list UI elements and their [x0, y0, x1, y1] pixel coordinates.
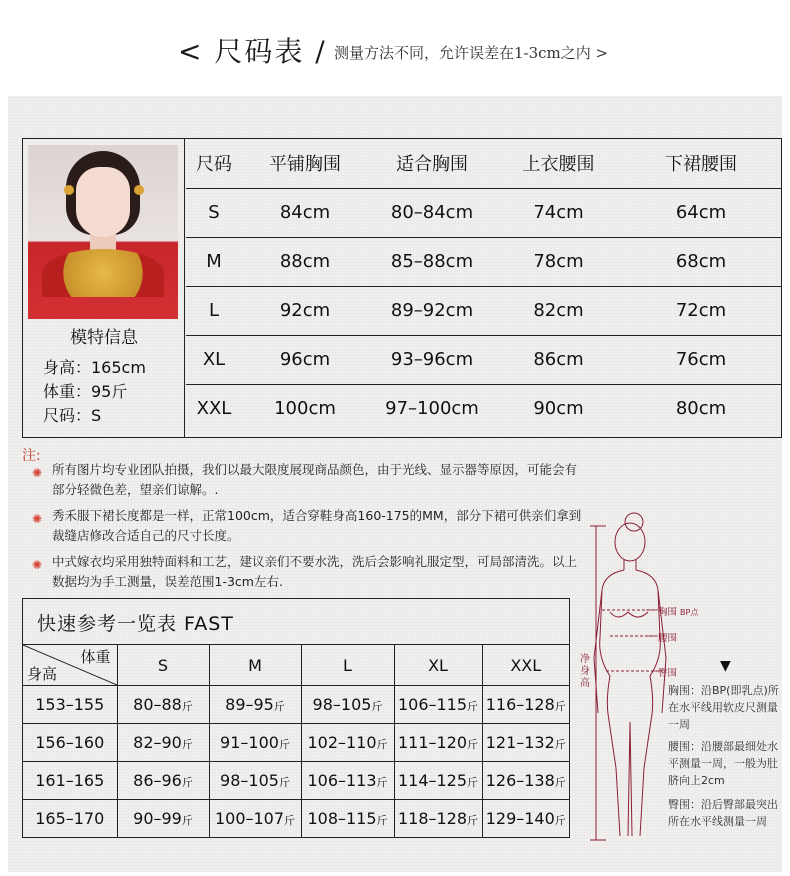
header-flat-bust: 平铺胸围: [242, 139, 368, 188]
column-header: M: [209, 645, 301, 686]
table-cell: 78cm: [496, 237, 621, 286]
size-table-header: [186, 139, 781, 188]
table-row: [186, 384, 781, 433]
note-item: 所有图片均专业团队拍摄，我们以最大限度展现商品颜色，由于光线、显示器等原因，可能会有部分轻微色差，望亲们谅解。.: [52, 462, 578, 497]
model-size: 尺码：S: [43, 406, 102, 425]
note-item: 中式嫁衣均采用独特面料和工艺，建议亲们不要水洗，洗后会影响礼服定型，可局部清洗。以上数据均为手工测量，误差范围1-3cm左右.: [52, 554, 578, 589]
header-skirt-waist: 下裙腰围: [621, 139, 781, 188]
table-row: [23, 686, 569, 724]
table-cell: 98–105斤: [209, 762, 301, 800]
table-cell: 88cm: [242, 237, 368, 286]
fast-table-header: [23, 599, 569, 645]
corner-height: 身高: [27, 665, 58, 683]
table-cell: 96cm: [242, 335, 368, 384]
table-cell: L: [186, 286, 242, 335]
size-table: [186, 139, 781, 433]
table-cell: 89–92cm: [368, 286, 496, 335]
note-item: 秀禾服下裙长度都是一样，正常100cm，适合穿鞋身高160-175的MM，部分下裙可供亲们拿到裁缝店修改合适自己的尺寸长度。: [52, 508, 582, 543]
table-cell: 64cm: [621, 188, 781, 237]
height-label: 净身高: [580, 654, 590, 689]
page-subtitle: 测量方法不同，允许误差在1-3cm之内 >: [334, 44, 609, 62]
fast-table: [23, 645, 569, 838]
table-cell: 126–138斤: [482, 762, 569, 800]
table-cell: 106–115斤: [394, 686, 482, 724]
table-cell: 89–95斤: [209, 686, 301, 724]
fast-table-title: 快速参考一览表 FAST: [37, 613, 234, 635]
size-table-frame: [22, 138, 782, 438]
table-cell: 91–100斤: [209, 724, 301, 762]
chest-label: 胸围 BP点: [658, 607, 699, 618]
table-cell: 102–110斤: [301, 724, 394, 762]
table-cell: 165–170: [23, 800, 117, 838]
table-cell: 90cm: [533, 398, 584, 420]
table-cell: 156–160: [23, 724, 117, 762]
table-cell: 82–90斤: [117, 724, 209, 762]
table-cell: 80cm: [675, 398, 727, 420]
table-cell: 98–105斤: [301, 686, 394, 724]
bullet-icon: ✺: [32, 558, 43, 572]
table-cell: 111–120斤: [394, 724, 482, 762]
fast-table-frame: [22, 598, 570, 838]
chest-description: 胸围：沿BP(即乳点)所在水平线用软皮尺测量一周: [668, 684, 779, 731]
model-weight: 体重：95斤: [43, 382, 128, 401]
column-header: L: [301, 645, 394, 686]
table-row: [186, 335, 781, 384]
header-top-waist: 上衣腰围: [496, 139, 621, 188]
arrow-down-icon: ▼: [720, 658, 731, 674]
model-photo: [28, 145, 178, 319]
table-row: [186, 286, 781, 335]
page-header: [0, 0, 790, 96]
table-cell: 90–99斤: [117, 800, 209, 838]
table-cell: 86cm: [496, 335, 621, 384]
table-cell: 97–100cm: [385, 398, 479, 420]
table-cell: 85–88cm: [368, 237, 496, 286]
table-cell: 161–165: [23, 762, 117, 800]
table-cell: 118–128斤: [394, 800, 482, 838]
table-cell: 121–132斤: [482, 724, 569, 762]
table-cell: 100–107斤: [209, 800, 301, 838]
table-cell: 100cm: [274, 398, 336, 420]
table-cell: 72cm: [621, 286, 781, 335]
column-header: XL: [394, 645, 482, 686]
corner-cell: [23, 645, 117, 686]
table-cell: M: [186, 237, 242, 286]
table-row: [186, 188, 781, 237]
fast-table-columns: [23, 645, 569, 686]
table-cell: 114–125斤: [394, 762, 482, 800]
table-cell: 116–128斤: [482, 686, 569, 724]
hip-label: 臀围: [658, 668, 678, 679]
table-cell: 86–96斤: [117, 762, 209, 800]
bullet-icon: ✺: [32, 512, 43, 526]
column-header: XXL: [482, 645, 569, 686]
table-cell: 108–115斤: [301, 800, 394, 838]
table-cell: 106–113斤: [301, 762, 394, 800]
table-cell: 68cm: [621, 237, 781, 286]
model-info-title: 模特信息: [70, 328, 138, 348]
model-height: 身高：165cm: [43, 358, 146, 377]
header-fit-bust: 适合胸围: [368, 139, 496, 188]
notes-label: 注:: [22, 448, 41, 464]
table-cell: XXL: [196, 398, 232, 420]
table-row: [23, 762, 569, 800]
table-cell: 129–140斤: [485, 809, 566, 829]
table-cell: 74cm: [496, 188, 621, 237]
table-cell: 80–84cm: [368, 188, 496, 237]
table-cell: 93–96cm: [368, 335, 496, 384]
table-cell: 92cm: [242, 286, 368, 335]
table-cell: 80–88斤: [117, 686, 209, 724]
hip-description: 臀围：沿后臀部最突出所在水平线测量一周: [668, 798, 778, 828]
table-cell: XL: [186, 335, 242, 384]
table-row: [23, 800, 569, 838]
waist-description: 腰围：沿腰部最细处水平测量一周，一般为肚脐向上2cm: [668, 740, 778, 787]
corner-weight: 体重: [80, 648, 111, 666]
table-cell: 82cm: [496, 286, 621, 335]
table-cell: 153–155: [23, 686, 117, 724]
page-title: < 尺码表 /: [178, 35, 327, 68]
table-row: [186, 237, 781, 286]
table-cell: S: [186, 188, 242, 237]
table-cell: 84cm: [242, 188, 368, 237]
table-cell: 76cm: [621, 335, 781, 384]
bullet-icon: ✺: [32, 466, 43, 480]
waist-label: 腰围: [658, 633, 678, 644]
column-header: S: [117, 645, 209, 686]
model-info: [23, 139, 185, 437]
header-size: 尺码: [186, 139, 242, 188]
table-row: [23, 724, 569, 762]
